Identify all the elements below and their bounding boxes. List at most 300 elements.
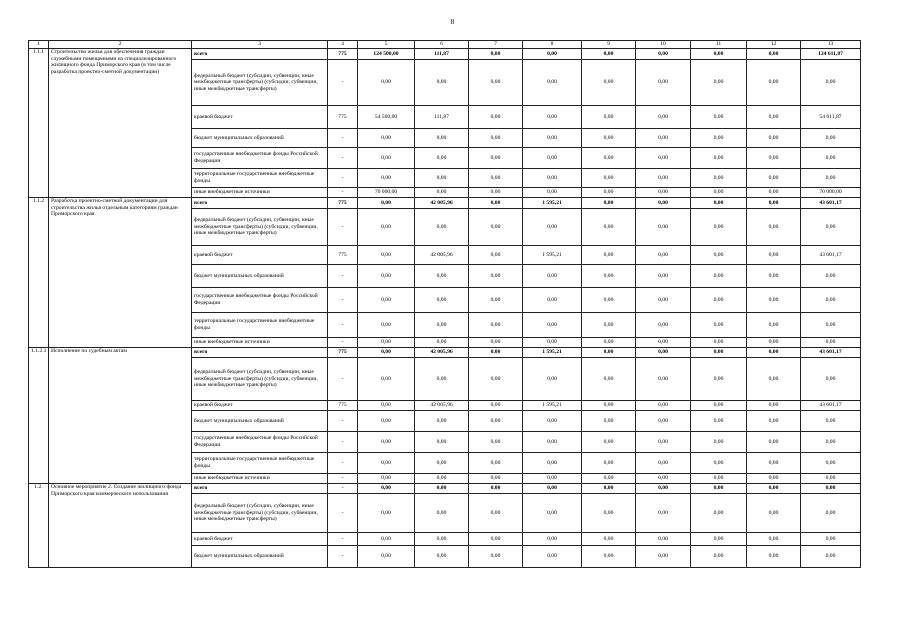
budget-code: -	[328, 209, 358, 246]
amount-cell: 0,00	[415, 494, 469, 533]
amount-cell: 0,00	[358, 198, 415, 209]
amount-cell: 0,00	[523, 188, 582, 198]
amount-cell: 0,00	[358, 411, 415, 432]
budget-code: 775	[328, 348, 358, 358]
amount-cell: 0,00	[691, 169, 747, 188]
amount-cell: 0,00	[358, 348, 415, 358]
amount-cell: 0,00	[358, 265, 415, 288]
budget-code: -	[328, 432, 358, 453]
funding-source: краевой бюджет	[192, 246, 328, 265]
amount-cell: 0,00	[691, 129, 747, 148]
funding-source: иные внебюджетные источники	[192, 474, 328, 484]
amount-cell: 0,00	[801, 313, 861, 338]
amount-cell: 0,00	[636, 432, 691, 453]
budget-code: -	[328, 338, 358, 348]
budget-code: -	[328, 494, 358, 533]
amount-cell: 0,00	[523, 209, 582, 246]
amount-cell: 0,00	[358, 432, 415, 453]
amount-cell: 0,00	[747, 338, 801, 348]
funding-source: государственные внебюджетные фонды Российской Федерации	[192, 148, 328, 169]
budget-code: 775	[328, 198, 358, 209]
budget-code: -	[328, 546, 358, 568]
amount-cell: 0,00	[636, 148, 691, 169]
amount-cell: 0,00	[747, 169, 801, 188]
amount-cell: 0,00	[636, 60, 691, 106]
amount-cell: 0,00	[523, 169, 582, 188]
amount-cell: 0,00	[415, 358, 469, 401]
amount-cell: 0,00	[582, 129, 636, 148]
amount-cell: 0,00	[747, 49, 801, 60]
amount-cell: 0,00	[636, 411, 691, 432]
amount-cell: 0,00	[523, 60, 582, 106]
header-cell: 6	[415, 41, 469, 49]
amount-cell: 0,00	[747, 129, 801, 148]
amount-cell: 0,00	[582, 49, 636, 60]
amount-cell: 0,00	[415, 209, 469, 246]
amount-cell: 0,00	[691, 401, 747, 411]
amount-cell: 0,00	[747, 198, 801, 209]
amount-cell: 0,00	[747, 60, 801, 106]
amount-cell: 0,00	[358, 358, 415, 401]
amount-cell: 0,00	[582, 288, 636, 313]
amount-cell: 42 005,96	[415, 246, 469, 265]
amount-cell: 0,00	[358, 148, 415, 169]
table-row	[29, 198, 861, 209]
amount-cell: 0,00	[747, 401, 801, 411]
amount-cell: 0,00	[469, 533, 523, 546]
amount-cell: 0,00	[415, 288, 469, 313]
amount-cell: 0,00	[523, 474, 582, 484]
amount-cell: 0,00	[358, 169, 415, 188]
amount-cell: 1 595,21	[523, 198, 582, 209]
amount-cell: 0,00	[469, 209, 523, 246]
amount-cell: 0,00	[358, 313, 415, 338]
amount-cell: 0,00	[469, 411, 523, 432]
amount-cell: 0,00	[358, 474, 415, 484]
header-cell: 5	[358, 41, 415, 49]
amount-cell: 0,00	[747, 209, 801, 246]
funding-source: краевой бюджет	[192, 106, 328, 129]
amount-cell: 0,00	[691, 411, 747, 432]
header-cell: 11	[691, 41, 747, 49]
amount-cell: 1 595,21	[523, 246, 582, 265]
amount-cell: 0,00	[636, 313, 691, 338]
amount-cell: 0,00	[801, 265, 861, 288]
amount-cell: 0,00	[415, 453, 469, 474]
amount-cell: 0,00	[691, 209, 747, 246]
amount-cell: 43 601,17	[801, 246, 861, 265]
amount-cell: 0,00	[358, 338, 415, 348]
amount-cell: 0,00	[801, 533, 861, 546]
budget-code: 775	[328, 246, 358, 265]
amount-cell: 0,00	[747, 546, 801, 568]
amount-cell: 0,00	[691, 246, 747, 265]
amount-cell: 0,00	[636, 188, 691, 198]
amount-cell: 0,00	[801, 129, 861, 148]
funding-source: бюджет муниципальных образований	[192, 265, 328, 288]
amount-cell: 0,00	[415, 129, 469, 148]
amount-cell: 0,00	[747, 453, 801, 474]
amount-cell: 0,00	[636, 288, 691, 313]
amount-cell: 0,00	[415, 313, 469, 338]
budget-code: -	[328, 533, 358, 546]
funding-source: территориальные государственные внебюджетные фонды	[192, 313, 328, 338]
header-cell: 4	[328, 41, 358, 49]
funding-source: бюджет муниципальных образований	[192, 546, 328, 568]
amount-cell: 0,00	[636, 129, 691, 148]
amount-cell: 0,00	[523, 106, 582, 129]
amount-cell: 1 595,21	[523, 348, 582, 358]
amount-cell: 0,00	[801, 411, 861, 432]
funding-source: федеральный бюджет (субсидии, субвенции, иные межбюджетные трансферты) (субсидии, субвенции, иные межбюджетные трансферты)	[192, 358, 328, 401]
funding-source: территориальные государственные внебюджетные фонды	[192, 169, 328, 188]
amount-cell: 0,00	[636, 474, 691, 484]
amount-cell: 0,00	[801, 494, 861, 533]
funding-source: всего	[192, 198, 328, 209]
amount-cell: 0,00	[747, 313, 801, 338]
amount-cell: 54 611,87	[801, 106, 861, 129]
amount-cell: 0,00	[415, 148, 469, 169]
amount-cell: 0,00	[469, 348, 523, 358]
amount-cell: 0,00	[523, 533, 582, 546]
amount-cell: 0,00	[415, 60, 469, 106]
amount-cell: 0,00	[582, 494, 636, 533]
amount-cell: 0,00	[358, 484, 415, 494]
amount-cell: 0,00	[582, 198, 636, 209]
amount-cell: 0,00	[469, 169, 523, 188]
budget-code: -	[328, 453, 358, 474]
funding-source: иные внебюджетные источники	[192, 188, 328, 198]
amount-cell: 0,00	[582, 265, 636, 288]
page-number: 8	[450, 18, 455, 26]
header-cell: 7	[469, 41, 523, 49]
amount-cell: 0,00	[469, 265, 523, 288]
amount-cell: 54 500,00	[358, 106, 415, 129]
amount-cell: 0,00	[636, 338, 691, 348]
funding-source: всего	[192, 484, 328, 494]
header-cell: 13	[801, 41, 861, 49]
amount-cell: 0,00	[523, 148, 582, 169]
header-cell: 10	[636, 41, 691, 49]
budget-code: -	[328, 188, 358, 198]
amount-cell: 42 005,96	[415, 401, 469, 411]
amount-cell: 0,00	[469, 288, 523, 313]
amount-cell: 0,00	[358, 129, 415, 148]
amount-cell: 0,00	[358, 209, 415, 246]
item-description: Разработка проектно-сметной документации для строительства жилья отдельным категориям граждан Приморского края	[49, 198, 192, 348]
amount-cell: 0,00	[469, 313, 523, 338]
amount-cell: 1 595,21	[523, 401, 582, 411]
amount-cell: 0,00	[636, 533, 691, 546]
funding-source: краевой бюджет	[192, 533, 328, 546]
amount-cell: 0,00	[691, 313, 747, 338]
amount-cell: 0,00	[582, 546, 636, 568]
amount-cell: 0,00	[691, 288, 747, 313]
amount-cell: 0,00	[636, 246, 691, 265]
budget-code: 775	[328, 401, 358, 411]
funding-source: всего	[192, 49, 328, 60]
amount-cell: 0,00	[358, 246, 415, 265]
amount-cell: 0,00	[691, 188, 747, 198]
amount-cell: 0,00	[691, 198, 747, 209]
amount-cell: 0,00	[636, 209, 691, 246]
amount-cell: 42 005,96	[415, 198, 469, 209]
amount-cell: 0,00	[747, 348, 801, 358]
amount-cell: 0,00	[582, 453, 636, 474]
funding-source: федеральный бюджет (субсидии, субвенции, иные межбюджетные трансферты) (субсидии, субвенции, иные межбюджетные трансферты)	[192, 60, 328, 106]
amount-cell: 0,00	[691, 348, 747, 358]
amount-cell: 0,00	[747, 148, 801, 169]
amount-cell: 0,00	[358, 60, 415, 106]
amount-cell: 0,00	[523, 411, 582, 432]
item-code: 1.1.2.1	[29, 348, 49, 484]
amount-cell: 43 601,17	[801, 198, 861, 209]
amount-cell: 0,00	[582, 484, 636, 494]
funding-source: краевой бюджет	[192, 401, 328, 411]
amount-cell: 0,00	[636, 265, 691, 288]
header-cell: 2	[49, 41, 192, 49]
item-description: Исполнение по судебным актам	[49, 348, 192, 484]
amount-cell: 0,00	[469, 474, 523, 484]
amount-cell: 0,00	[582, 348, 636, 358]
funding-source: федеральный бюджет (субсидии, субвенции, иные межбюджетные трансферты) (субсидии, субвенции, иные межбюджетные трансферты)	[192, 209, 328, 246]
amount-cell: 0,00	[523, 484, 582, 494]
amount-cell: 0,00	[523, 49, 582, 60]
budget-code: -	[328, 484, 358, 494]
funding-source: территориальные государственные внебюджетные фонды	[192, 453, 328, 474]
budget-code: -	[328, 60, 358, 106]
amount-cell: 0,00	[415, 188, 469, 198]
amount-cell: 43 601,17	[801, 348, 861, 358]
budget-code: -	[328, 148, 358, 169]
amount-cell: 0,00	[469, 453, 523, 474]
amount-cell: 0,00	[469, 338, 523, 348]
amount-cell: 0,00	[801, 209, 861, 246]
amount-cell: 0,00	[582, 432, 636, 453]
amount-cell: 0,00	[747, 484, 801, 494]
amount-cell: 0,00	[747, 188, 801, 198]
amount-cell: 0,00	[747, 358, 801, 401]
amount-cell: 0,00	[636, 484, 691, 494]
amount-cell: 0,00	[747, 106, 801, 129]
amount-cell: 111,87	[415, 106, 469, 129]
amount-cell: 0,00	[636, 348, 691, 358]
amount-cell: 70 000,00	[801, 188, 861, 198]
amount-cell: 0,00	[469, 188, 523, 198]
amount-cell: 0,00	[636, 401, 691, 411]
amount-cell: 0,00	[636, 49, 691, 60]
funding-source: бюджет муниципальных образований	[192, 129, 328, 148]
amount-cell: 0,00	[801, 288, 861, 313]
amount-cell: 0,00	[415, 484, 469, 494]
amount-cell: 0,00	[691, 546, 747, 568]
amount-cell: 0,00	[582, 60, 636, 106]
amount-cell: 0,00	[469, 129, 523, 148]
amount-cell: 124 611,87	[801, 49, 861, 60]
amount-cell: 0,00	[469, 358, 523, 401]
amount-cell: 0,00	[636, 106, 691, 129]
amount-cell: 0,00	[523, 265, 582, 288]
funding-source: федеральный бюджет (субсидии, субвенции, иные межбюджетные трансферты) (субсидии, субвенции, иные межбюджетные трансферты)	[192, 494, 328, 533]
amount-cell: 0,00	[523, 358, 582, 401]
amount-cell: 0,00	[358, 453, 415, 474]
amount-cell: 0,00	[469, 484, 523, 494]
amount-cell: 0,00	[358, 494, 415, 533]
budget-code: -	[328, 474, 358, 484]
amount-cell: 0,00	[747, 533, 801, 546]
budget-code: -	[328, 411, 358, 432]
amount-cell: 124 500,00	[358, 49, 415, 60]
table-row	[29, 348, 861, 358]
amount-cell: 0,00	[582, 533, 636, 546]
amount-cell: 0,00	[747, 265, 801, 288]
amount-cell: 0,00	[636, 453, 691, 474]
amount-cell: 43 601,17	[801, 401, 861, 411]
amount-cell: 0,00	[747, 474, 801, 484]
amount-cell: 0,00	[415, 411, 469, 432]
funding-source: иные внебюджетные источники	[192, 338, 328, 348]
amount-cell: 0,00	[636, 546, 691, 568]
amount-cell: 0,00	[747, 288, 801, 313]
budget-code: -	[328, 313, 358, 338]
amount-cell: 70 000,00	[358, 188, 415, 198]
amount-cell: 0,00	[469, 246, 523, 265]
budget-code: 775	[328, 106, 358, 129]
amount-cell: 0,00	[469, 546, 523, 568]
amount-cell: 0,00	[415, 533, 469, 546]
amount-cell: 0,00	[801, 60, 861, 106]
amount-cell: 0,00	[358, 533, 415, 546]
budget-code: -	[328, 358, 358, 401]
funding-source: государственные внебюджетные фонды Российской Федерации	[192, 432, 328, 453]
amount-cell: 0,00	[801, 358, 861, 401]
budget-table	[28, 40, 861, 568]
amount-cell: 0,00	[691, 533, 747, 546]
header-row	[29, 41, 861, 49]
item-description: Строительство жилья для обеспечения граждан служебными помещениями из специализированного жилищного фонда Приморского края (в том числе разработка проектно-сметной документации)	[49, 49, 192, 198]
amount-cell: 0,00	[691, 494, 747, 533]
amount-cell: 0,00	[358, 288, 415, 313]
item-code: 1.2.	[29, 484, 49, 568]
amount-cell: 0,00	[691, 60, 747, 106]
amount-cell: 0,00	[469, 401, 523, 411]
funding-source: всего	[192, 348, 328, 358]
amount-cell: 0,00	[469, 148, 523, 169]
amount-cell: 0,00	[415, 474, 469, 484]
amount-cell: 0,00	[469, 60, 523, 106]
amount-cell: 0,00	[691, 49, 747, 60]
amount-cell: 0,00	[523, 453, 582, 474]
header-cell: 12	[747, 41, 801, 49]
amount-cell: 0,00	[415, 546, 469, 568]
amount-cell: 0,00	[801, 453, 861, 474]
amount-cell: 0,00	[636, 169, 691, 188]
funding-source: государственные внебюджетные фонды Российской Федерации	[192, 288, 328, 313]
amount-cell: 0,00	[691, 358, 747, 401]
amount-cell: 0,00	[582, 411, 636, 432]
amount-cell: 111,87	[415, 49, 469, 60]
header-cell: 8	[523, 41, 582, 49]
item-description: Основное мероприятие 2. Создание жилищного фонда Приморского края коммерческого использования	[49, 484, 192, 568]
amount-cell: 0,00	[358, 401, 415, 411]
amount-cell: 0,00	[582, 401, 636, 411]
amount-cell: 0,00	[801, 484, 861, 494]
amount-cell: 0,00	[691, 474, 747, 484]
amount-cell: 0,00	[691, 432, 747, 453]
amount-cell: 0,00	[415, 432, 469, 453]
amount-cell: 0,00	[582, 246, 636, 265]
amount-cell: 42 005,96	[415, 348, 469, 358]
amount-cell: 0,00	[582, 169, 636, 188]
amount-cell: 0,00	[358, 546, 415, 568]
header-cell: 3	[192, 41, 328, 49]
amount-cell: 0,00	[691, 106, 747, 129]
amount-cell: 0,00	[582, 106, 636, 129]
amount-cell: 0,00	[523, 494, 582, 533]
amount-cell: 0,00	[636, 494, 691, 533]
item-code: 1.1.2	[29, 198, 49, 348]
amount-cell: 0,00	[582, 188, 636, 198]
amount-cell: 0,00	[469, 198, 523, 209]
amount-cell: 0,00	[636, 358, 691, 401]
amount-cell: 0,00	[636, 198, 691, 209]
amount-cell: 0,00	[691, 453, 747, 474]
amount-cell: 0,00	[747, 246, 801, 265]
amount-cell: 0,00	[582, 338, 636, 348]
amount-cell: 0,00	[801, 148, 861, 169]
table-row	[29, 49, 861, 60]
amount-cell: 0,00	[801, 169, 861, 188]
budget-code: 775	[328, 49, 358, 60]
table-body	[29, 41, 861, 568]
amount-cell: 0,00	[747, 411, 801, 432]
amount-cell: 0,00	[523, 338, 582, 348]
amount-cell: 0,00	[523, 432, 582, 453]
amount-cell: 0,00	[523, 288, 582, 313]
budget-code: -	[328, 129, 358, 148]
amount-cell: 0,00	[801, 338, 861, 348]
amount-cell: 0,00	[415, 338, 469, 348]
amount-cell: 0,00	[523, 129, 582, 148]
budget-code: -	[328, 288, 358, 313]
amount-cell: 0,00	[747, 494, 801, 533]
amount-cell: 0,00	[523, 546, 582, 568]
budget-code: -	[328, 169, 358, 188]
amount-cell: 0,00	[523, 313, 582, 338]
amount-cell: 0,00	[469, 494, 523, 533]
amount-cell: 0,00	[801, 432, 861, 453]
header-cell: 9	[582, 41, 636, 49]
amount-cell: 0,00	[582, 358, 636, 401]
amount-cell: 0,00	[415, 169, 469, 188]
amount-cell: 0,00	[469, 49, 523, 60]
amount-cell: 0,00	[582, 313, 636, 338]
amount-cell: 0,00	[691, 265, 747, 288]
amount-cell: 0,00	[415, 265, 469, 288]
amount-cell: 0,00	[801, 474, 861, 484]
header-cell: 1	[29, 41, 49, 49]
amount-cell: 0,00	[469, 106, 523, 129]
item-code: 1.1.1	[29, 49, 49, 198]
amount-cell: 0,00	[691, 484, 747, 494]
table-row	[29, 484, 861, 494]
amount-cell: 0,00	[801, 546, 861, 568]
amount-cell: 0,00	[582, 209, 636, 246]
amount-cell: 0,00	[691, 148, 747, 169]
amount-cell: 0,00	[582, 148, 636, 169]
amount-cell: 0,00	[747, 432, 801, 453]
amount-cell: 0,00	[469, 432, 523, 453]
